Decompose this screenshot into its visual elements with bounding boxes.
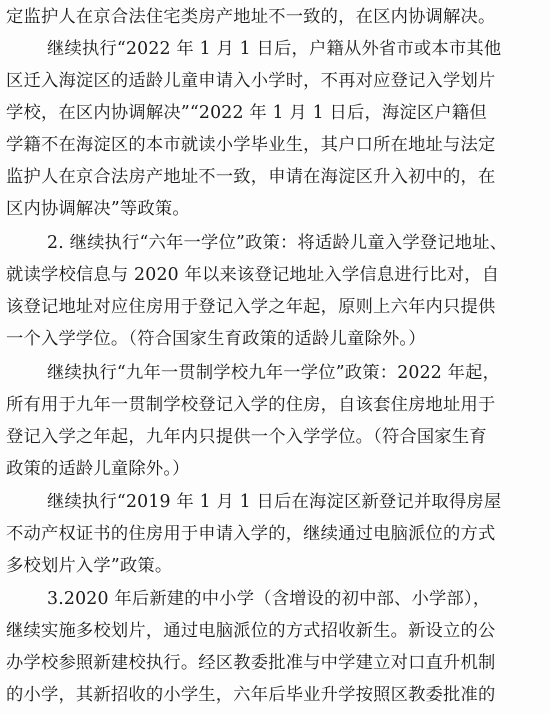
text-line: 继续实施多校划片，通过电脑派位的方式招收新生。新设立的公 xyxy=(6,621,496,641)
text-line: 学籍不在海淀区的本市就读小学毕业生，其户口所在地址与法定 xyxy=(6,135,496,155)
text-line: 一个入学学位。（符合国家生育政策的适龄儿童除外。） xyxy=(6,329,426,349)
text-line: 区迁入海淀区的适龄儿童申请入小学时，不再对应登记入学划片 xyxy=(6,71,496,91)
text-line: 学校，在区内协调解决”“2022 年 1 月 1 日后，海淀区户籍但 xyxy=(6,103,487,123)
text-line: 所有用于九年一贯制学校登记入学的住房，自该套住房地址用于 xyxy=(6,395,496,415)
text-line: 继续执行“2022 年 1 月 1 日后，户籍从外省市或本市其他 xyxy=(47,39,502,59)
text-line: 多校划片入学”政策。 xyxy=(6,556,173,576)
text-line: 3.2020 年后新建的中小学（含增设的初中部、小学部）， xyxy=(47,589,491,609)
text-line: 就读学校信息与 2020 年以来该登记地址入学信息进行比对，自 xyxy=(6,265,500,285)
text-line: 政策的适龄儿童除外。） xyxy=(6,459,190,479)
text-line: 该登记地址对应住房用于登记入学之年起，原则上六年内只提供 xyxy=(6,297,496,317)
text-line: 登记入学之年起，九年内只提供一个入学学位。（符合国家生育 xyxy=(6,427,487,447)
text-line: 继续执行“九年一贯制学校九年一学位”政策：2022 年起， xyxy=(47,363,501,383)
text-line: 办学校参照新建校执行。经区教委批准与中学建立对口直升机制 xyxy=(6,653,496,673)
text-line: 的小学，其新招收的小学生，六年后毕业升学按照区教委批准的 xyxy=(6,685,496,705)
text-line: 定监护人在京合法住宅类房产地址不一致的，在区内协调解决。 xyxy=(6,7,496,27)
text-line: 区内协调解决”等政策。 xyxy=(6,199,190,219)
text-line: 监护人在京合法房产地址不一致，申请在海淀区升入初中的，在 xyxy=(6,167,496,187)
text-line: 2. 继续执行“六年一学位”政策：将适龄儿童入学登记地址、 xyxy=(47,233,508,253)
text-line: 继续执行“2019 年 1 月 1 日后在海淀区新登记并取得房屋 xyxy=(47,492,502,512)
text-line: 不动产权证书的住房用于申请入学的，继续通过电脑派位的方式 xyxy=(6,524,496,544)
